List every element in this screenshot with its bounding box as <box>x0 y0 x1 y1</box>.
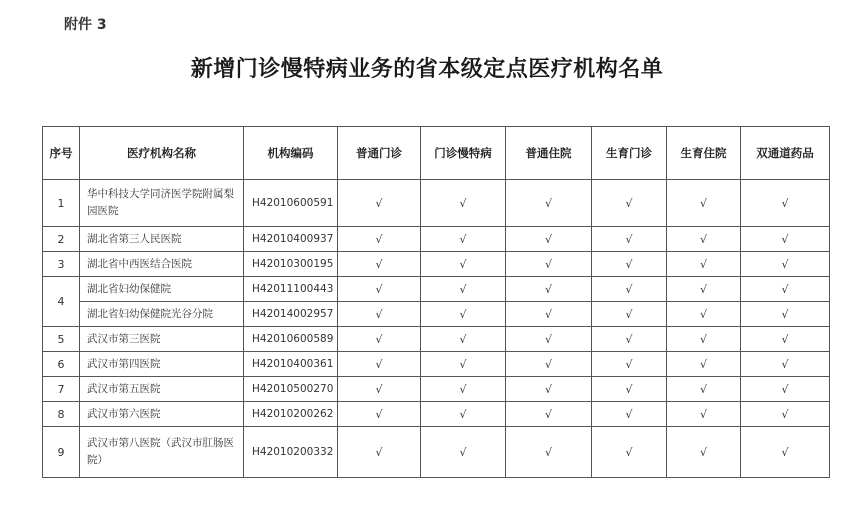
check-mark: √ <box>421 227 506 252</box>
row-index: 8 <box>43 402 80 427</box>
check-mark: √ <box>667 427 741 478</box>
column-header-code: 机构编码 <box>244 127 338 180</box>
check-mark: √ <box>338 302 421 327</box>
column-header-chronic-outpatient: 门诊慢特病 <box>421 127 506 180</box>
institution-name: 武汉市第四医院 <box>80 352 244 377</box>
check-mark: √ <box>338 377 421 402</box>
table-row <box>43 180 830 227</box>
row-index: 2 <box>43 227 80 252</box>
table-header-row <box>43 127 830 180</box>
check-mark: √ <box>506 252 592 277</box>
institution-name: 湖北省妇幼保健院光谷分院 <box>80 302 244 327</box>
institution-code: H42010600591 <box>244 180 338 227</box>
check-mark: √ <box>506 327 592 352</box>
check-mark: √ <box>592 402 667 427</box>
column-header-outpatient: 普通门诊 <box>338 127 421 180</box>
check-mark: √ <box>667 302 741 327</box>
check-mark: √ <box>338 227 421 252</box>
check-mark: √ <box>667 277 741 302</box>
check-mark: √ <box>421 352 506 377</box>
check-mark: √ <box>506 427 592 478</box>
check-mark: √ <box>506 352 592 377</box>
row-index: 9 <box>43 427 80 478</box>
column-header-dual-channel-drugs: 双通道药品 <box>741 127 830 180</box>
institution-code: H42010300195 <box>244 252 338 277</box>
check-mark: √ <box>741 352 830 377</box>
check-mark: √ <box>338 427 421 478</box>
row-index: 1 <box>43 180 80 227</box>
row-index: 5 <box>43 327 80 352</box>
institution-code: H42010200332 <box>244 427 338 478</box>
check-mark: √ <box>338 327 421 352</box>
table-row <box>43 402 830 427</box>
check-mark: √ <box>421 277 506 302</box>
institution-code: H42010400361 <box>244 352 338 377</box>
column-header-name: 医疗机构名称 <box>80 127 244 180</box>
check-mark: √ <box>421 402 506 427</box>
row-index: 3 <box>43 252 80 277</box>
institution-code: H42011100443 <box>244 277 338 302</box>
check-mark: √ <box>592 427 667 478</box>
check-mark: √ <box>421 377 506 402</box>
check-mark: √ <box>506 377 592 402</box>
institution-code: H42014002957 <box>244 302 338 327</box>
table-row <box>43 227 830 252</box>
check-mark: √ <box>667 327 741 352</box>
institution-name: 武汉市第三医院 <box>80 327 244 352</box>
table-row <box>43 302 830 327</box>
column-header-inpatient: 普通住院 <box>506 127 592 180</box>
check-mark: √ <box>592 227 667 252</box>
institution-name: 湖北省妇幼保健院 <box>80 277 244 302</box>
check-mark: √ <box>741 377 830 402</box>
institution-code: H42010500270 <box>244 377 338 402</box>
check-mark: √ <box>506 180 592 227</box>
check-mark: √ <box>741 227 830 252</box>
institution-code: H42010400937 <box>244 227 338 252</box>
check-mark: √ <box>506 277 592 302</box>
check-mark: √ <box>667 402 741 427</box>
check-mark: √ <box>741 427 830 478</box>
institution-code: H42010200262 <box>244 402 338 427</box>
check-mark: √ <box>421 252 506 277</box>
check-mark: √ <box>421 427 506 478</box>
institution-name: 武汉市第五医院 <box>80 377 244 402</box>
check-mark: √ <box>667 180 741 227</box>
page-title: 新增门诊慢特病业务的省本级定点医疗机构名单 <box>190 56 664 82</box>
check-mark: √ <box>338 180 421 227</box>
check-mark: √ <box>592 327 667 352</box>
institution-name: 武汉市第六医院 <box>80 402 244 427</box>
check-mark: √ <box>667 227 741 252</box>
check-mark: √ <box>421 302 506 327</box>
check-mark: √ <box>667 352 741 377</box>
check-mark: √ <box>338 252 421 277</box>
check-mark: √ <box>592 377 667 402</box>
check-mark: √ <box>506 402 592 427</box>
table-row <box>43 327 830 352</box>
row-index: 6 <box>43 352 80 377</box>
hospital-table <box>42 126 830 478</box>
check-mark: √ <box>741 277 830 302</box>
check-mark: √ <box>741 327 830 352</box>
check-mark: √ <box>592 352 667 377</box>
check-mark: √ <box>338 277 421 302</box>
check-mark: √ <box>741 302 830 327</box>
check-mark: √ <box>592 302 667 327</box>
column-header-maternity-outpatient: 生育门诊 <box>592 127 667 180</box>
check-mark: √ <box>506 227 592 252</box>
check-mark: √ <box>667 377 741 402</box>
check-mark: √ <box>741 180 830 227</box>
check-mark: √ <box>592 252 667 277</box>
institution-name: 湖北省第三人民医院 <box>80 227 244 252</box>
institution-name: 湖北省中西医结合医院 <box>80 252 244 277</box>
row-index: 4 <box>43 277 80 327</box>
check-mark: √ <box>338 402 421 427</box>
table-row <box>43 377 830 402</box>
institution-name: 武汉市第八医院（武汉市肛肠医院） <box>80 427 244 478</box>
table-row <box>43 277 830 302</box>
check-mark: √ <box>421 180 506 227</box>
check-mark: √ <box>338 352 421 377</box>
check-mark: √ <box>592 180 667 227</box>
check-mark: √ <box>741 402 830 427</box>
table-row <box>43 427 830 478</box>
table-row <box>43 352 830 377</box>
check-mark: √ <box>506 302 592 327</box>
institution-code: H42010600589 <box>244 327 338 352</box>
institution-name: 华中科技大学同济医学院附属梨园医院 <box>80 180 244 227</box>
check-mark: √ <box>421 327 506 352</box>
check-mark: √ <box>667 252 741 277</box>
table-row <box>43 252 830 277</box>
column-header-maternity-inpatient: 生育住院 <box>667 127 741 180</box>
attachment-label: 附件 3 <box>64 17 107 33</box>
row-index: 7 <box>43 377 80 402</box>
column-header-index: 序号 <box>43 127 80 180</box>
check-mark: √ <box>741 252 830 277</box>
check-mark: √ <box>592 277 667 302</box>
